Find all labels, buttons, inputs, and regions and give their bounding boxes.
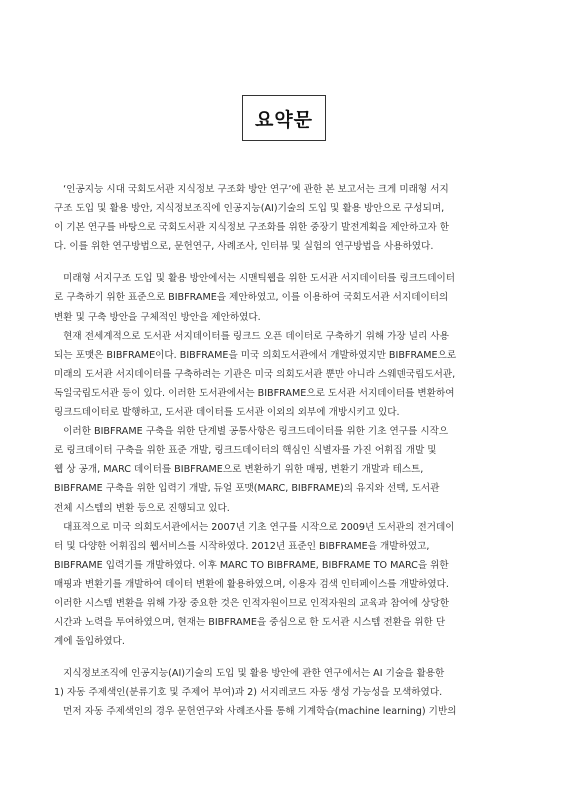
text-line: 1) 자동 주제색인(분류기호 및 주제어 부여)과 2) 서지레코드 자동 생성 가능성을 모색하였다.	[54, 687, 443, 699]
text-line: 현재 전세계적으로 도서관 서지데이터를 링크드 오픈 데이터로 구축하기 위해 가장 널리 사용	[54, 330, 449, 342]
text-line: 구조 도입 및 활용 방안, 지식정보조직에 인공지능(AI)기술의 도입 및 활용 방안으로 구성되며,	[54, 203, 445, 215]
text-line: 독일국립도서관 등이 있다. 이러한 도서관에서는 BIBFRAME으로 도서관 서지데이터를 변환하여	[54, 387, 455, 399]
text-line: 미래형 서지구조 도입 및 활용 방안에서는 시맨틱웹을 위한 도서관 서지데이터를 링크드데이터	[54, 273, 456, 285]
text-line: 지식정보조직에 인공지능(AI)기술의 도입 및 활용 방안에 관한 연구에서는 AI 기술을 활용한	[54, 668, 445, 680]
summary-title: 요약문	[254, 108, 314, 131]
text-line: 터 및 다양한 어휘집의 웹서비스를 시작하였다. 2012년 표준인 BIBFRAME을 개발하였고,	[54, 540, 430, 552]
text-line: ‘인공지능 시대 국회도서관 지식정보 구조화 방안 연구’에 관한 본 보고서는 크게 미래형 서지	[54, 184, 449, 195]
text-line: 이 기본 연구를 바탕으로 국회도서관 지식정보 구조화를 위한 중장기 발전계획을 제안하고자 한	[54, 222, 449, 234]
text-line: 미래의 도서관 서지데이터를 구축하려는 기관은 미국 의회도서관 뿐만 아니라 스웨덴국립도서관,	[54, 368, 456, 380]
text-line: 전체 시스템의 변환 등으로 진행되고 있다.	[54, 502, 230, 514]
paragraph-gap	[54, 256, 514, 269]
text-line: 이러한 시스템 변환을 위해 가장 중요한 것은 인적자원이므로 인적자원의 교육과 참여에 상당한	[54, 597, 449, 609]
text-line: 시간과 노력을 투여하였으며, 현재는 BIBFRAME을 중심으로 한 도서관 시스템 전환을 위한 단	[54, 617, 446, 629]
text-line: 변환 및 구축 방안을 구체적인 방안을 제안하였다.	[54, 311, 261, 323]
text-line: BIBFRAME 입력기를 개발하였다. 이후 MARC TO BIBFRAME, BIBFRAME TO MARC을 위한	[54, 559, 449, 571]
text-line: 로 링크데이터 구축을 위한 표준 개발, 링크드데이터의 핵심인 식별자를 가진 어휘집 개발 및	[54, 445, 437, 457]
text-line: 되는 포맷은 BIBFRAME이다. BIBFRAME을 미국 의회도서관에서 개발하였지만 BIBFRAME으로	[54, 349, 457, 361]
text-line: 대표적으로 미국 의회도서관에서는 2007년 기초 연구를 시작으로 2009년 도서관의 전거데이	[54, 521, 455, 533]
text-line: 먼저 자동 주제색인의 경우 문헌연구와 사례조사를 통해 기계학습(machine learning) 기반의	[54, 706, 457, 718]
text-line: 다. 이를 위한 연구방법으로, 문헌연구, 사례조사, 인터뷰 및 실험의 연구방법을 사용하였다.	[54, 241, 434, 253]
text-line: 계에 돌입하였다.	[54, 636, 125, 648]
text-line: 이러한 BIBFRAME 구축을 위한 단계별 공통사항은 링크드데이터를 위한 기초 연구를 시작으	[54, 426, 449, 438]
text-line: 링크드데이터로 발행하고, 도서관 데이터를 도서관 이외의 외부에 개방시키고 있다.	[54, 407, 400, 419]
text-line: 로 구축하기 위한 표준으로 BIBFRAME을 제안하였고, 이를 이용하여 국회도서관 서지데이터의	[54, 292, 449, 304]
summary-body	[54, 180, 514, 722]
paragraph-gap	[54, 651, 514, 664]
text-line: BIBFRAME 구축을 위한 입력기 개발, 듀얼 포맷(MARC, BIBFRAME)의 유지와 선택, 도서관	[54, 483, 440, 495]
summary-title-box	[242, 95, 326, 141]
text-line: 웹 상 공개, MARC 데이터를 BIBFRAME으로 변환하기 위한 매핑, 변환기 개발과 테스트,	[54, 464, 424, 476]
text-line: 매핑과 변환기를 개발하여 데이터 변환에 활용하였으며, 이용자 검색 인터페이스를 개발하였다.	[54, 578, 449, 590]
